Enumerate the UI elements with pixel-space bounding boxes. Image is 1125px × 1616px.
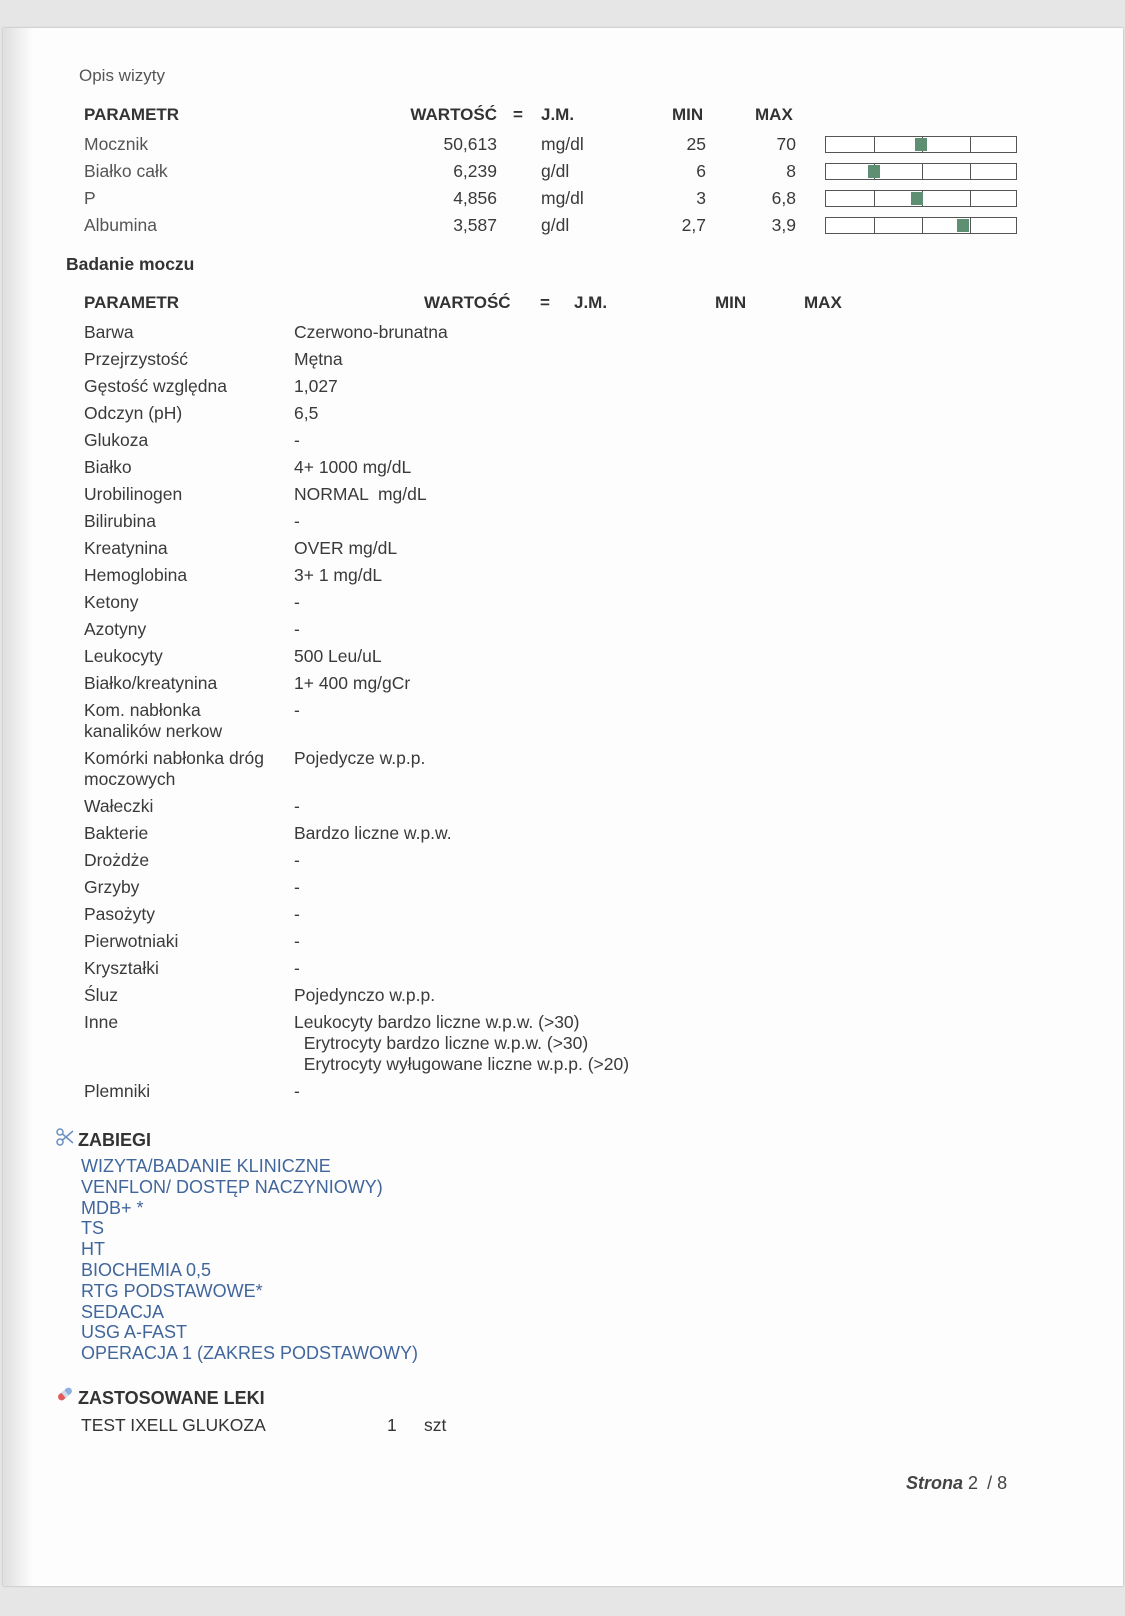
biochem-value: 4,856 xyxy=(453,188,497,208)
urine-header-value: WARTOŚĆ xyxy=(424,293,511,312)
urine-param-value-line: - xyxy=(294,931,300,951)
urine-param-value-line: - xyxy=(294,619,300,639)
urine-param-value xyxy=(294,931,300,952)
urine-param-label-line: Kreatynina xyxy=(84,538,168,558)
urine-param-label-line: Komórki nabłonka dróg xyxy=(84,748,264,768)
urine-param-label-line: Plemniki xyxy=(84,1081,151,1101)
range-bar xyxy=(825,217,1017,234)
range-bar-tick xyxy=(874,191,875,206)
urine-param-value-line: - xyxy=(294,877,300,897)
range-bar-tick xyxy=(970,218,971,233)
biochem-unit: mg/dl xyxy=(541,134,584,154)
procedures-title: ZABIEGI xyxy=(78,1130,152,1150)
urine-param-value xyxy=(294,592,300,613)
range-bar xyxy=(825,163,1017,180)
urine-param-label-line: Bakterie xyxy=(84,823,149,843)
urine-param-label-line: Wałeczki xyxy=(84,796,154,816)
biochem-unit: g/dl xyxy=(541,215,570,235)
urine-param-label-line: Białko xyxy=(84,457,132,477)
biochem-param-name: Mocznik xyxy=(84,134,149,154)
urine-param-label xyxy=(84,538,168,559)
urine-param-label xyxy=(84,673,217,694)
urine-param-label xyxy=(84,904,155,925)
urine-param-value xyxy=(294,430,300,451)
procedure-item: OPERACJA 1 (ZAKRES PODSTAWOWY) xyxy=(81,1343,419,1364)
urine-param-value xyxy=(294,511,300,532)
biochem-header-value: WARTOŚĆ xyxy=(410,105,497,124)
biochem-header-max: MAX xyxy=(755,105,793,124)
urine-param-value xyxy=(294,958,300,979)
range-bar-tick xyxy=(874,218,875,233)
urine-param-value xyxy=(294,565,382,586)
urine-param-value xyxy=(294,673,410,694)
scan-shadow xyxy=(3,28,33,1586)
urine-param-value-line: Mętna xyxy=(294,349,343,369)
urine-param-value xyxy=(294,850,300,871)
urine-param-value xyxy=(294,796,300,817)
urine-param-label-line: Urobilinogen xyxy=(84,484,183,504)
range-bar-marker xyxy=(868,165,880,178)
urine-param-value xyxy=(294,904,300,925)
biochem-unit: g/dl xyxy=(541,161,570,181)
urine-param-label xyxy=(84,430,148,451)
procedure-item: HT xyxy=(81,1239,105,1260)
urine-param-label xyxy=(84,565,187,586)
urine-param-value-line: Bardzo liczne w.p.w. xyxy=(294,823,452,843)
urine-param-label-line: Kryształki xyxy=(84,958,159,978)
urine-param-value-line: - xyxy=(294,511,300,531)
biochem-max: 3,9 xyxy=(771,215,796,235)
urine-param-value xyxy=(294,484,427,505)
procedure-item: SEDACJA xyxy=(81,1301,165,1322)
urine-param-label xyxy=(84,796,153,817)
biochem-unit: mg/dl xyxy=(541,188,584,208)
range-bar-tick xyxy=(874,137,875,152)
range-bar-marker xyxy=(957,219,969,232)
urine-param-value-line: - xyxy=(294,1081,300,1101)
biochem-max: 8 xyxy=(786,161,796,181)
urine-param-label-line: Odczyn (pH) xyxy=(84,403,183,423)
biochem-min: 6 xyxy=(696,161,706,181)
urine-param-value-line: - xyxy=(294,796,300,816)
urine-param-label xyxy=(84,931,178,952)
urine-param-value xyxy=(294,1081,300,1102)
urine-param-label-line: Grzyby xyxy=(84,877,140,897)
urine-param-label-line: Bilirubina xyxy=(84,511,156,531)
range-bar-tick xyxy=(970,137,971,152)
visit-description-label: Opis wizyty xyxy=(79,66,165,85)
page-number xyxy=(906,1473,1007,1494)
urine-param-value-line: 4+ 1000 mg/dL xyxy=(294,457,412,477)
drugs-title: ZASTOSOWANE LEKI xyxy=(78,1388,265,1408)
urine-param-value-line: - xyxy=(294,958,300,978)
urine-param-value-line: Pojedycze w.p.p. xyxy=(294,748,426,768)
range-bar-tick xyxy=(970,191,971,206)
urine-param-label-line: kanalików nerkow xyxy=(84,721,223,741)
urine-param-value-line: Leukocyty bardzo liczne w.p.w. (>30) xyxy=(294,1012,580,1032)
biochem-header-unit: J.M. xyxy=(541,105,575,124)
drug-qty: 1 xyxy=(387,1415,397,1435)
urine-param-value xyxy=(294,748,425,769)
urine-header-eq: = xyxy=(540,293,550,312)
urine-param-value xyxy=(294,700,300,721)
procedure-item: WIZYTA/BADANIE KLINICZNE xyxy=(81,1156,331,1176)
urine-header-max: MAX xyxy=(804,293,842,312)
urine-param-value xyxy=(294,403,318,424)
urine-param-label xyxy=(84,484,182,505)
procedure-item: VENFLON/ DOSTĘP NACZYNIOWY) xyxy=(81,1176,383,1197)
urine-param-label xyxy=(84,403,182,424)
urine-param-label-line: Białko/kreatynina xyxy=(84,673,218,693)
drug-unit: szt xyxy=(424,1415,447,1435)
urine-param-value xyxy=(294,1012,629,1075)
urine-param-value-line: Erytrocyty bardzo liczne w.p.w. (>30) xyxy=(294,1033,589,1053)
urine-param-label xyxy=(84,958,159,979)
urine-param-value xyxy=(294,322,448,343)
document-page xyxy=(3,28,1123,1586)
urine-param-label xyxy=(84,823,148,844)
urine-param-label-line: Ketony xyxy=(84,592,139,612)
urine-param-label xyxy=(84,646,163,667)
urine-param-label xyxy=(84,322,134,343)
urine-param-value-line: - xyxy=(294,850,300,870)
urine-param-label xyxy=(84,748,264,790)
procedure-item: TS xyxy=(81,1218,105,1239)
range-bar-tick xyxy=(970,164,971,179)
urine-param-value xyxy=(294,877,300,898)
biochem-value: 50,613 xyxy=(443,134,497,154)
urine-param-label-line: Drożdże xyxy=(84,850,150,870)
biochem-min: 2,7 xyxy=(681,215,706,235)
urine-param-value-line: Pojedynczo w.p.p. xyxy=(294,985,436,1005)
urine-param-label-line: moczowych xyxy=(84,769,176,789)
pill-icon xyxy=(55,1384,75,1404)
urine-param-value xyxy=(294,619,300,640)
urine-param-value-line: 3+ 1 mg/dL xyxy=(294,565,383,585)
range-bar-marker xyxy=(915,138,927,151)
range-bar-tick xyxy=(922,164,923,179)
range-bar-marker xyxy=(911,192,923,205)
urine-param-value xyxy=(294,349,343,370)
urine-param-value xyxy=(294,538,397,559)
urine-param-label xyxy=(84,619,146,640)
procedure-item: RTG PODSTAWOWE* xyxy=(81,1280,263,1301)
urine-param-label-line: Przejrzystość xyxy=(84,349,189,369)
urine-param-value-line: Erytrocyty wyługowane liczne w.p.p. (>20) xyxy=(294,1054,630,1074)
urine-param-label xyxy=(84,511,156,532)
page-total: / 8 xyxy=(987,1473,1008,1493)
urine-param-label-line: Glukoza xyxy=(84,430,149,450)
urine-param-label xyxy=(84,1081,150,1102)
procedure-item: BIOCHEMIA 0,5 xyxy=(81,1259,212,1280)
range-bar-tick xyxy=(922,218,923,233)
urine-param-value xyxy=(294,985,435,1006)
drug-name: TEST IXELL GLUKOZA xyxy=(81,1415,266,1435)
urine-param-label xyxy=(84,700,222,742)
urine-param-label xyxy=(84,877,139,898)
urine-param-label xyxy=(84,985,118,1006)
urine-param-label-line: Hemoglobina xyxy=(84,565,188,585)
urine-param-label-line: Gęstość względna xyxy=(84,376,227,396)
urine-param-value-line: - xyxy=(294,592,300,612)
scissors-icon xyxy=(55,1127,75,1147)
biochem-param-name: Białko całk xyxy=(84,161,168,181)
biochem-header-min: MIN xyxy=(672,105,704,124)
page-current: 2 xyxy=(968,1473,979,1493)
urine-param-label-line: Śluz xyxy=(84,985,119,1005)
urine-param-label xyxy=(84,592,138,613)
biochem-header-eq: = xyxy=(513,105,523,124)
urine-param-label-line: Leukocyty xyxy=(84,646,163,666)
urine-param-value-line: - xyxy=(294,904,300,924)
urine-param-value xyxy=(294,376,338,397)
urine-param-value xyxy=(294,646,382,667)
urine-header-min: MIN xyxy=(715,293,747,312)
urine-param-label xyxy=(84,349,188,370)
biochem-param-name: P xyxy=(84,188,96,208)
urine-param-value-line: Czerwono-brunatna xyxy=(294,322,448,342)
biochem-min: 25 xyxy=(686,134,706,154)
biochem-header-param: PARAMETR xyxy=(84,105,180,124)
biochem-param-name: Albumina xyxy=(84,215,157,235)
urine-param-label-line: Kom. nabłonka xyxy=(84,700,201,720)
urine-param-label xyxy=(84,457,132,478)
biochem-value: 6,239 xyxy=(453,161,497,181)
urine-param-value-line: 500 Leu/uL xyxy=(294,646,382,666)
urine-param-value-line: 1,027 xyxy=(294,376,338,396)
urine-param-label-line: Pasożyty xyxy=(84,904,155,924)
range-bar xyxy=(825,190,1017,207)
urine-param-label-line: Barwa xyxy=(84,322,134,342)
urine-header-param: PARAMETR xyxy=(84,293,180,312)
biochem-min: 3 xyxy=(696,188,706,208)
biochem-max: 70 xyxy=(776,134,796,154)
procedure-item: MDB+ * xyxy=(81,1197,144,1218)
biochem-value: 3,587 xyxy=(453,215,497,235)
urine-param-value-line: - xyxy=(294,430,300,450)
urine-param-label xyxy=(84,376,227,397)
procedure-item: USG A-FAST xyxy=(81,1322,188,1343)
urine-param-label-line: Azotyny xyxy=(84,619,147,639)
urine-param-label-line: Pierwotniaki xyxy=(84,931,179,951)
urine-param-value-line: 6,5 xyxy=(294,403,319,423)
urine-param-label-line: Inne xyxy=(84,1012,119,1032)
urine-param-value-line: OVER mg/dL xyxy=(294,538,398,558)
urine-param-value-line: NORMAL mg/dL xyxy=(294,484,427,504)
page-word: Strona xyxy=(906,1473,964,1493)
urine-param-value xyxy=(294,457,411,478)
urine-param-value-line: 1+ 400 mg/gCr xyxy=(294,673,411,693)
urine-param-label xyxy=(84,850,149,871)
urine-param-value xyxy=(294,823,452,844)
procedures-list xyxy=(81,1156,418,1364)
range-bar xyxy=(825,136,1017,153)
urine-param-label xyxy=(84,1012,118,1033)
biochem-max: 6,8 xyxy=(771,188,796,208)
urine-header-unit: J.M. xyxy=(574,293,608,312)
urine-section-title: Badanie moczu xyxy=(66,254,195,274)
urine-param-value-line: - xyxy=(294,700,300,720)
